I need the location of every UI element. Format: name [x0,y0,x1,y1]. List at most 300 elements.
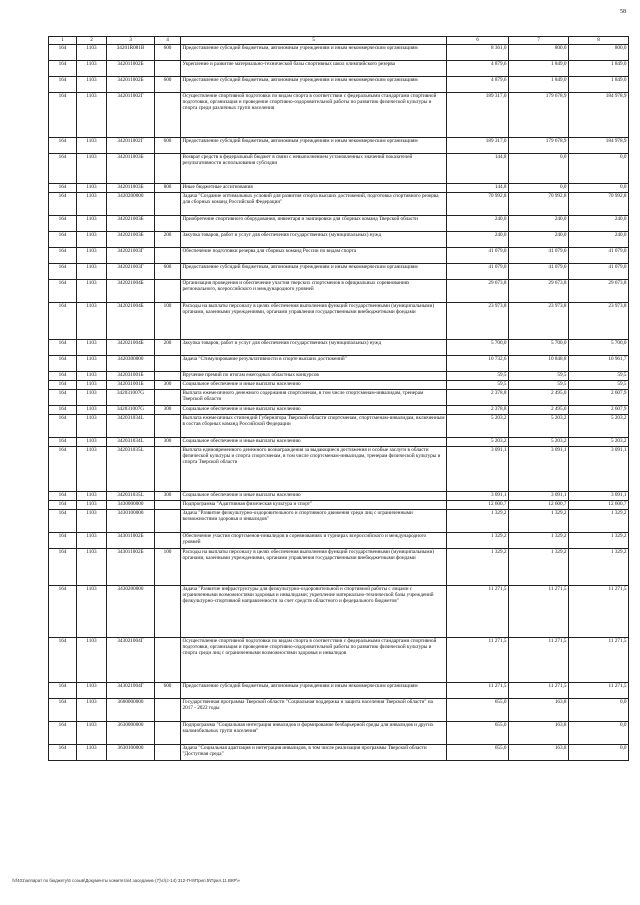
cell-value-6: 29 673,8 [447,280,509,303]
table-row [49,415,629,438]
table-row [49,61,629,77]
cell-col-2: 1103 [77,356,107,372]
table-row [49,745,629,761]
cell-col-2: 1103 [77,722,107,745]
cell-value-7: 240,0 [509,216,569,232]
cell-value-8: 2 607,9 [569,406,629,415]
cell-code: 3420200000 [107,193,155,216]
cell-description: Социальное обеспечение и иные выплаты населению [181,381,447,390]
cell-code: 3630100000 [107,745,155,761]
cell-col-2: 1103 [77,61,107,77]
cell-col-1: 164 [49,93,77,138]
cell-value-7: 23 973,8 [509,303,569,340]
table-row [49,510,629,533]
cell-value-7: 5 203,2 [509,438,569,447]
cell-col-2: 1103 [77,683,107,699]
cell-code: 342031034L [107,438,155,447]
cell-type: 200 [155,232,181,248]
cell-value-8: 2 607,9 [569,390,629,406]
cell-col-2: 1103 [77,45,107,61]
table-row [49,549,629,586]
cell-value-7: 3 091,1 [509,492,569,501]
cell-code: 342011002Г [107,93,155,138]
cell-type [155,510,181,533]
cell-col-2: 1103 [77,501,107,510]
table-row [49,193,629,216]
cell-value-7: 12 600,7 [509,501,569,510]
cell-value-6: 8 361,0 [447,45,509,61]
cell-col-2: 1103 [77,248,107,264]
table-header-row [49,37,629,45]
cell-value-8: 12 600,7 [569,501,629,510]
cell-value-7: 3 091,1 [509,447,569,492]
cell-value-8: 11 271,5 [569,683,629,699]
cell-type: 100 [155,549,181,586]
cell-code: 342031034L [107,415,155,438]
cell-value-8: 41 079,0 [569,248,629,264]
cell-value-8: 1 329,2 [569,510,629,533]
cell-description: Обеспечение участия спортсменов-инвалидов в соревнованиях и турнирах всероссийского и международного уровней [181,533,447,549]
table-row [49,340,629,356]
cell-value-7: 163,8 [509,745,569,761]
cell-code: 3430000000 [107,501,155,510]
cell-col-2: 1103 [77,638,107,683]
cell-description: Расходы на выплаты персоналу в целях обеспечения выполнения функций государственными (муниципальными) органами, казенными учреждениями, органами управления государственными внебюджетными фондами [181,549,447,586]
table-row [49,138,629,154]
cell-value-8: 0,0 [569,745,629,761]
table-row [49,492,629,501]
cell-value-6: 655,0 [447,722,509,745]
cell-description: Задача "Развитие физкультурно-оздоровительного и спортивного движения среди лиц с ограниченными возможностями здоровья и инвалидов" [181,510,447,533]
cell-description: Закупка товаров, работ и услуг для обеспечения государственных (муниципальных) нужд [181,232,447,248]
cell-col-1: 164 [49,264,77,280]
cell-value-6: 12 600,7 [447,501,509,510]
header-col-3: 3 [107,37,155,45]
cell-value-6: 41 079,0 [447,264,509,280]
cell-type: 300 [155,406,181,415]
cell-value-7: 0,0 [509,184,569,193]
cell-description: Предоставление субсидий бюджетным, автономным учреждениям и иным некоммерческим организациям [181,138,447,154]
cell-type [155,280,181,303]
cell-col-2: 1103 [77,154,107,184]
cell-col-1: 164 [49,138,77,154]
cell-description: Возврат средств в федеральный бюджет в связи с невыполнением установленных значений показателей результативности использования субсидии [181,154,447,184]
cell-value-6: 3 091,1 [447,447,509,492]
cell-col-1: 164 [49,303,77,340]
cell-code: 34201R081B [107,45,155,61]
cell-value-6: 5 700,0 [447,340,509,356]
cell-code: 3420300000 [107,356,155,372]
cell-value-8: 5 203,2 [569,415,629,438]
cell-type: 300 [155,438,181,447]
cell-value-8: 184 978,9 [569,138,629,154]
cell-value-8: 29 673,8 [569,280,629,303]
cell-col-1: 164 [49,232,77,248]
cell-value-8: 11 271,5 [569,638,629,683]
cell-value-8: 11 271,5 [569,586,629,638]
cell-code: 3600000000 [107,699,155,722]
cell-col-2: 1103 [77,492,107,501]
cell-description: Социальное обеспечение и иные выплаты населению [181,406,447,415]
cell-col-2: 1103 [77,280,107,303]
cell-value-8: 23 973,8 [569,303,629,340]
cell-col-2: 1103 [77,510,107,533]
cell-description: Предоставление субсидий бюджетным, автономным учреждениям и иным некоммерческим организациям [181,264,447,280]
cell-value-6: 2 378,8 [447,406,509,415]
cell-col-1: 164 [49,415,77,438]
cell-col-2: 1103 [77,415,107,438]
table-row [49,264,629,280]
cell-col-1: 164 [49,340,77,356]
table-row [49,77,629,93]
cell-description: Закупка товаров, работ и услуг для обеспечения государственных (муниципальных) нужд [181,340,447,356]
cell-type [155,699,181,722]
cell-code: 342031007G [107,406,155,415]
cell-col-1: 164 [49,492,77,501]
cell-code: 342021003Г [107,264,155,280]
cell-value-7: 11 271,5 [509,683,569,699]
cell-type [155,447,181,492]
cell-col-1: 164 [49,501,77,510]
cell-type [155,193,181,216]
cell-value-7: 59,5 [509,372,569,381]
cell-type: 100 [155,303,181,340]
table-row [49,438,629,447]
table-row [49,501,629,510]
cell-col-2: 1103 [77,406,107,415]
cell-description: Организация проведения и обеспечение участия тверских спортсменов в официальных соревнованиях регионального, всероссийского и международного уровней [181,280,447,303]
cell-value-6: 11 271,5 [447,638,509,683]
table-row [49,638,629,683]
cell-value-7: 10 848,8 [509,356,569,372]
cell-col-2: 1103 [77,303,107,340]
cell-value-6: 240,0 [447,216,509,232]
cell-type [155,372,181,381]
cell-type [155,216,181,232]
cell-col-1: 164 [49,154,77,184]
cell-col-1: 164 [49,447,77,492]
cell-code: 342031001Б [107,381,155,390]
cell-description: Подпрограмма "Адаптивная физическая культура и спорт" [181,501,447,510]
cell-col-1: 164 [49,45,77,61]
table-row [49,372,629,381]
cell-value-8: 1 329,2 [569,549,629,586]
cell-value-6: 1 329,2 [447,549,509,586]
cell-type [155,586,181,638]
cell-description: Предоставление субсидий бюджетным, автономным учреждениям и иным некоммерческим организациям [181,683,447,699]
table-body [49,45,629,761]
cell-col-1: 164 [49,390,77,406]
cell-value-8: 240,0 [569,232,629,248]
cell-value-7: 1 329,2 [509,510,569,533]
cell-value-8: 0,0 [569,699,629,722]
cell-col-2: 1103 [77,381,107,390]
cell-col-2: 1103 [77,77,107,93]
cell-value-8: 3 091,1 [569,447,629,492]
cell-value-8: 1 849,0 [569,61,629,77]
cell-description: Государственная программа Тверской области "Социальная поддержка и защита населения Тверской области" на 2017 - 2022 годы [181,699,447,722]
table-row [49,216,629,232]
cell-code: 342021004Б [107,340,155,356]
cell-col-1: 164 [49,216,77,232]
cell-type [155,638,181,683]
page-number: 58 [620,9,626,15]
cell-value-7: 5 203,2 [509,415,569,438]
cell-col-2: 1103 [77,699,107,722]
cell-type [155,745,181,761]
cell-code: 342021003Г [107,248,155,264]
cell-value-7: 163,8 [509,722,569,745]
cell-value-8: 240,0 [569,216,629,232]
cell-code: 342011002Б [107,77,155,93]
cell-value-8: 5 203,2 [569,438,629,447]
budget-table [48,36,629,761]
cell-value-6: 1 329,2 [447,533,509,549]
cell-value-7: 11 271,5 [509,586,569,638]
cell-value-8: 59,5 [569,381,629,390]
cell-value-7: 70 992,8 [509,193,569,216]
cell-description: Предоставление субсидий бюджетным, автономным учреждениям и иным некоммерческим организациям [181,45,447,61]
cell-code: 342031035L [107,447,155,492]
cell-value-6: 240,0 [447,232,509,248]
cell-col-2: 1103 [77,447,107,492]
cell-value-6: 144,8 [447,154,509,184]
header-col-6: 6 [447,37,509,45]
cell-col-1: 164 [49,586,77,638]
cell-type [155,356,181,372]
cell-value-6: 41 079,0 [447,248,509,264]
header-col-1: 1 [49,37,77,45]
cell-code: 343021004Г [107,683,155,699]
cell-code: 343011002Б [107,549,155,586]
cell-value-7: 1 849,0 [509,77,569,93]
table-row [49,154,629,184]
cell-col-1: 164 [49,722,77,745]
cell-code: 3430100000 [107,510,155,533]
cell-description: Задача "Социальная адаптация и интеграция инвалидов, в том числе реализация программы Тверской области "Доступная среда" [181,745,447,761]
cell-col-2: 1103 [77,138,107,154]
cell-col-2: 1103 [77,390,107,406]
cell-description: Подпрограмма "Социальная интеграция инвалидов и формирование безбарьерной среды для инвалидов и других маломобильных групп населения" [181,722,447,745]
cell-col-1: 164 [49,406,77,415]
table-row [49,381,629,390]
cell-value-8: 10 961,7 [569,356,629,372]
cell-type: 200 [155,340,181,356]
cell-col-1: 164 [49,638,77,683]
cell-description: Выплата единовременного денежного вознаграждения за выдающиеся достижения и особые заслуги в области физической культуры и спорта спортсменам, в том числе спортсменам-инвалидам, тренерам физической культуры и спорта Тверской области [181,447,447,492]
cell-value-6: 655,0 [447,699,509,722]
cell-col-1: 164 [49,438,77,447]
cell-value-6: 11 271,5 [447,683,509,699]
cell-value-8: 59,5 [569,372,629,381]
cell-type: 600 [155,683,181,699]
cell-value-8: 0,0 [569,722,629,745]
cell-col-1: 164 [49,510,77,533]
cell-col-1: 164 [49,372,77,381]
cell-col-2: 1103 [77,193,107,216]
cell-col-2: 1103 [77,216,107,232]
cell-code: 342021003Б [107,216,155,232]
cell-type: 600 [155,45,181,61]
cell-value-7: 5 700,0 [509,340,569,356]
cell-value-7: 2 495,0 [509,390,569,406]
cell-description: Задача "Развитие инфраструктуры для физкультурно-оздоровительной и спортивной работы с лицами с ограниченными возможностями здоровья и инвалидами; укрепление материально-технической базы учреждений физкультурно-спортивной направленности за счет средств областного и федерального бюджетов" [181,586,447,638]
cell-value-6: 11 271,5 [447,586,509,638]
cell-value-7: 29 673,8 [509,280,569,303]
cell-col-2: 1103 [77,232,107,248]
table-row [49,699,629,722]
cell-description: Осуществление спортивной подготовки по видам спорта в соответствии с федеральными стандартами спортивной подготовки, организация и проведение спортивно-оздоровительной работы по развитию физической культуры и спорта среди лиц с ограниченными возможностями здоровья и инвалидов [181,638,447,683]
table-row [49,232,629,248]
table-row [49,184,629,193]
cell-type [155,61,181,77]
cell-col-1: 164 [49,533,77,549]
cell-value-8: 184 978,9 [569,93,629,138]
cell-type [155,154,181,184]
cell-value-6: 1 329,2 [447,510,509,533]
cell-description: Социальное обеспечение и иные выплаты населению [181,492,447,501]
cell-value-7: 1 849,0 [509,61,569,77]
cell-code: 342021004Б [107,280,155,303]
table-row [49,533,629,549]
cell-col-2: 1103 [77,745,107,761]
cell-value-6: 4 879,6 [447,77,509,93]
cell-value-7: 163,8 [509,699,569,722]
table-row [49,586,629,638]
cell-description: Укрепление и развитие материально-технической базы спортивных школ олимпийского резерва [181,61,447,77]
header-col-4: 4 [155,37,181,45]
table-row [49,248,629,264]
cell-value-7: 11 271,5 [509,638,569,683]
cell-value-8: 3 091,1 [569,492,629,501]
cell-value-7: 179 678,9 [509,93,569,138]
table-row [49,722,629,745]
cell-col-1: 164 [49,77,77,93]
cell-col-1: 164 [49,184,77,193]
cell-value-8: 1 329,2 [569,533,629,549]
cell-code: 342031035L [107,492,155,501]
cell-code: 3630000000 [107,722,155,745]
cell-code: 342031001Б [107,372,155,381]
cell-col-2: 1103 [77,549,107,586]
cell-value-6: 59,5 [447,381,509,390]
cell-col-2: 1103 [77,340,107,356]
cell-value-7: 41 079,0 [509,264,569,280]
cell-value-7: 1 329,2 [509,549,569,586]
cell-type: 600 [155,77,181,93]
cell-col-1: 164 [49,745,77,761]
cell-value-8: 70 992,8 [569,193,629,216]
cell-col-1: 164 [49,699,77,722]
cell-code: 343021004Г [107,638,155,683]
cell-value-6: 3 091,1 [447,492,509,501]
cell-col-2: 1103 [77,438,107,447]
cell-description: Выплата ежемесячных стипендий Губернатора Тверской области спортсменам, спортсменам-инвалидам, включенным в состав сборных команд Российской Федерации [181,415,447,438]
cell-value-7: 179 678,9 [509,138,569,154]
cell-type: 300 [155,492,181,501]
cell-col-1: 164 [49,61,77,77]
cell-value-8: 800,0 [569,45,629,61]
cell-description: Иные бюджетные ассигнования [181,184,447,193]
cell-col-2: 1103 [77,184,107,193]
cell-code: 342031007G [107,390,155,406]
table-row [49,280,629,303]
cell-type [155,390,181,406]
cell-description: Социальное обеспечение и иные выплаты населению [181,438,447,447]
cell-code: 342011002Б [107,61,155,77]
cell-type [155,533,181,549]
cell-value-6: 5 203,2 [447,438,509,447]
cell-value-7: 1 329,2 [509,533,569,549]
cell-code: 342011003Б [107,184,155,193]
table-row [49,45,629,61]
cell-code: 3430200000 [107,586,155,638]
cell-description: Расходы на выплаты персоналу в целях обеспечения выполнения функций государственными (муниципальными) органами, казенными учреждениями, органами управления государственными внебюджетными фондами [181,303,447,340]
cell-code: 342021003Б [107,232,155,248]
cell-value-6: 10 732,6 [447,356,509,372]
cell-col-1: 164 [49,356,77,372]
cell-value-6: 655,0 [447,745,509,761]
header-col-8: 8 [569,37,629,45]
cell-type: 600 [155,138,181,154]
cell-type [155,248,181,264]
cell-value-8: 0,0 [569,154,629,184]
cell-col-1: 164 [49,193,77,216]
cell-description: Предоставление субсидий бюджетным, автономным учреждениям и иным некоммерческим организациям [181,77,447,93]
cell-value-7: 0,0 [509,154,569,184]
table-row [49,406,629,415]
cell-type: 800 [155,184,181,193]
cell-code: 342011002Г [107,138,155,154]
cell-type: 600 [155,264,181,280]
table-row [49,93,629,138]
cell-type [155,415,181,438]
cell-col-1: 164 [49,683,77,699]
cell-type [155,93,181,138]
cell-value-7: 41 079,0 [509,248,569,264]
table-row [49,390,629,406]
cell-description: Задача "Стимулирование результативности в спорте высших достижений" [181,356,447,372]
cell-value-7: 240,0 [509,232,569,248]
cell-description: Задача "Создание оптимальных условий для развития спорта высших достижений, подготовка спортивного резерва для сборных команд Российской Федерации" [181,193,447,216]
cell-col-1: 164 [49,381,77,390]
cell-description: Выплата ежемесячного денежного содержания спортсменам, в том числе спортсменам-инвалидам, тренерам Тверской области [181,390,447,406]
cell-col-1: 164 [49,248,77,264]
cell-value-6: 189 317,0 [447,93,509,138]
cell-value-7: 2 495,0 [509,406,569,415]
cell-description: Вручение премий по итогам ежегодных областных конкурсов [181,372,447,381]
footer-file-path: \\rf401\аппарат по бюджету\6 созыв\Документы комитета\4 заседание (7)\с\(c-14) 312-П-9\Прил.5\Прил.11 ВКР\» [12,878,241,883]
cell-code: 342021004Б [107,303,155,340]
cell-value-6: 189 317,0 [447,138,509,154]
cell-col-2: 1103 [77,372,107,381]
cell-col-2: 1103 [77,533,107,549]
cell-col-2: 1103 [77,264,107,280]
cell-value-6: 5 203,2 [447,415,509,438]
cell-value-6: 59,5 [447,372,509,381]
cell-type [155,722,181,745]
cell-value-6: 2 378,8 [447,390,509,406]
cell-col-1: 164 [49,549,77,586]
cell-value-7: 59,5 [509,381,569,390]
table-row [49,356,629,372]
header-col-7: 7 [509,37,569,45]
header-col-5: 5 [181,37,447,45]
table-row [49,683,629,699]
cell-code: 343011002Б [107,533,155,549]
cell-value-6: 23 973,8 [447,303,509,340]
table-row [49,447,629,492]
